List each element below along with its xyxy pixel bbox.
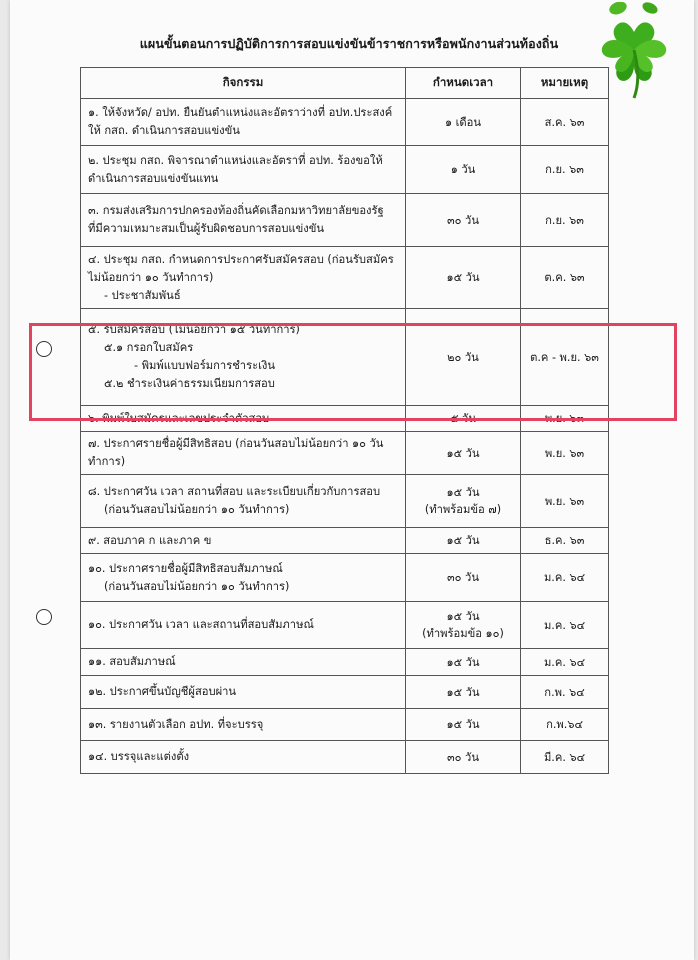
duration-line: (ทำพร้อมข้อ ๑๐) <box>422 627 504 640</box>
activity-cell <box>81 528 406 554</box>
activity-line: ๘. ประกาศวัน เวลา สถานที่สอบ และระเบียบเกี่ยวกับการสอบ <box>88 485 381 498</box>
activity-line: ๗. ประกาศรายชื่อผู้มีสิทธิสอบ (ก่อนวันสอบไม่น้อยกว่า ๑๐ วันทำการ) <box>88 437 384 468</box>
activity-line: - ประชาสัมพันธ์ <box>104 288 181 302</box>
activity-line: ๑๐. ประกาศวัน เวลา และสถานที่สอบสัมภาษณ์ <box>88 618 314 631</box>
activity-line: ๑. ให้จังหวัด/ อปท. ยืนยันตำแหน่งและอัตราว่างที่ อปท.ประสงค์ <box>88 106 393 119</box>
header-activity: กิจกรรม <box>81 68 406 99</box>
duration-line: ๑๕ วัน <box>446 534 480 547</box>
note-cell: ม.ค. ๖๔ <box>521 554 609 602</box>
activity-line: ๕. รับสมัครสอบ (ไม่น้อยกว่า ๑๕ วันทำการ) <box>88 323 300 336</box>
table-row <box>81 709 609 741</box>
activity-line: ๑๒. ประกาศขึ้นบัญชีผู้สอบผ่าน <box>88 685 237 698</box>
activity-cell <box>81 709 406 741</box>
duration-cell <box>406 247 521 309</box>
table-header-row <box>81 68 609 99</box>
activity-cell <box>81 146 406 194</box>
duration-line: (ทำพร้อมข้อ ๗) <box>424 503 502 516</box>
table-row <box>81 602 609 649</box>
activity-line: ๕.๑ กรอกใบสมัคร <box>104 341 194 354</box>
note-cell: ก.พ.๖๔ <box>521 709 609 741</box>
activity-line: ๑๐. ประกาศรายชื่อผู้มีสิทธิสอบสัมภาษณ์ <box>88 561 283 575</box>
note-cell: ก.พ. ๖๔ <box>521 676 609 709</box>
activity-line: ให้ กสถ. ดำเนินการสอบแข่งขัน <box>88 124 240 137</box>
activity-cell <box>81 554 406 602</box>
note-cell: ม.ค. ๖๔ <box>521 602 609 649</box>
duration-line: ๑ เดือน <box>444 115 482 129</box>
duration-cell <box>406 432 521 475</box>
table-row <box>81 676 609 709</box>
punch-hole-bottom <box>36 609 52 625</box>
table-row <box>81 194 609 247</box>
duration-line: ๑๕ วัน <box>446 655 480 669</box>
table-row <box>81 649 609 676</box>
document-title: แผนขั้นตอนการปฏิบัติการการสอบแข่งขันข้าราชการหรือพนักงานส่วนท้องถิ่น <box>139 36 559 51</box>
activity-line: ดำเนินการสอบแข่งขันแทน <box>88 171 219 185</box>
duration-cell <box>406 475 521 528</box>
activity-cell <box>81 99 406 146</box>
activity-line: ๒. ประชุม กสถ. พิจารณาตำแหน่งและอัตราที่ อปท. ร้องขอให้ <box>88 153 383 167</box>
activity-cell <box>81 741 406 774</box>
duration-line: ๓๐ วัน <box>447 571 479 584</box>
duration-line: ๓๐ วัน <box>447 750 479 764</box>
highlight-box <box>29 323 677 421</box>
activity-line: ๔. ประชุม กสถ. กำหนดการประกาศรับสมัครสอบ (ก่อนรับสมัคร <box>88 252 394 266</box>
note-cell: พ.ย. ๖๓ <box>521 406 609 432</box>
duration-line: ๑ วัน <box>450 163 476 176</box>
activity-cell <box>81 194 406 247</box>
activity-line: ๑๓. รายงานตัวเลือก อปท. ที่จะบรรจุ <box>88 717 264 731</box>
table-row <box>81 99 609 146</box>
duration-cell <box>406 709 521 741</box>
note-cell: พ.ย. ๖๓ <box>521 432 609 475</box>
activity-line: (ก่อนวันสอบไม่น้อยกว่า ๑๐ วันทำการ) <box>104 503 290 516</box>
duration-line: ๑๕ วัน <box>446 486 480 499</box>
duration-line: ๓๐ วัน <box>447 213 479 227</box>
note-cell: ก.ย. ๖๓ <box>521 194 609 247</box>
table-row <box>81 554 609 602</box>
duration-cell <box>406 99 521 146</box>
table-row <box>81 475 609 528</box>
note-cell: ธ.ค. ๖๓ <box>521 528 609 554</box>
table-row <box>81 432 609 475</box>
note-cell: ต.ค. ๖๓ <box>521 247 609 309</box>
duration-cell <box>406 649 521 676</box>
duration-line: ๑๕ วัน <box>446 685 480 699</box>
table-row <box>81 528 609 554</box>
activity-cell <box>81 432 406 475</box>
activity-line: ๖. พิมพ์ใบสมัครและเลขประจำตัวสอบ <box>88 411 270 425</box>
duration-cell <box>406 194 521 247</box>
activity-line: ๓. กรมส่งเสริมการปกครองท้องถิ่นคัดเลือกมหาวิทยาลัยของรัฐ <box>88 204 384 217</box>
note-cell: พ.ย. ๖๓ <box>521 475 609 528</box>
activity-cell <box>81 602 406 649</box>
table-row <box>81 247 609 309</box>
activity-line: ๑๑. สอบสัมภาษณ์ <box>88 655 176 668</box>
note-cell: ม.ค. ๖๔ <box>521 649 609 676</box>
activity-line: - พิมพ์แบบฟอร์มการชำระเงิน <box>134 359 276 372</box>
duration-line: ๒๐ วัน <box>447 350 479 364</box>
note-cell: ต.ค - พ.ย. ๖๓ <box>521 309 609 406</box>
activity-cell <box>81 475 406 528</box>
duration-cell <box>406 146 521 194</box>
note-cell: มี.ค. ๖๔ <box>521 741 609 774</box>
activity-cell <box>81 649 406 676</box>
activity-line: (ก่อนวันสอบไม่น้อยกว่า ๑๐ วันทำการ) <box>104 579 290 593</box>
duration-cell <box>406 528 521 554</box>
duration-cell <box>406 741 521 774</box>
duration-line: ๑๕ วัน <box>446 610 480 623</box>
duration-line: ๑๕ วัน <box>446 718 480 731</box>
duration-cell <box>406 676 521 709</box>
duration-cell <box>406 602 521 649</box>
note-cell: ก.ย. ๖๓ <box>521 146 609 194</box>
header-note: หมายเหตุ <box>521 68 609 99</box>
duration-line: ๑๕ วัน <box>446 271 480 284</box>
activity-cell <box>81 676 406 709</box>
table-row <box>81 146 609 194</box>
activity-line: ที่มีความเหมาะสมเป็นผู้รับผิดชอบการสอบแข่งขัน <box>88 222 325 235</box>
duration-line: ๑๕ วัน <box>446 446 480 460</box>
activity-line: ๕.๒ ชำระเงินค่าธรรมเนียมการสอบ <box>104 377 275 390</box>
table-row <box>81 741 609 774</box>
header-duration: กำหนดเวลา <box>406 68 521 99</box>
activity-cell <box>81 247 406 309</box>
activity-line: ๙. สอบภาค ก และภาค ข <box>88 533 212 547</box>
note-cell: ส.ค. ๖๓ <box>521 99 609 146</box>
duration-cell <box>406 554 521 602</box>
duration-line: ๕ วัน <box>450 412 476 425</box>
activity-line: ไม่น้อยกว่า ๑๐ วันทำการ) <box>88 270 214 284</box>
activity-line: ๑๔. บรรจุและแต่งตั้ง <box>88 750 190 763</box>
